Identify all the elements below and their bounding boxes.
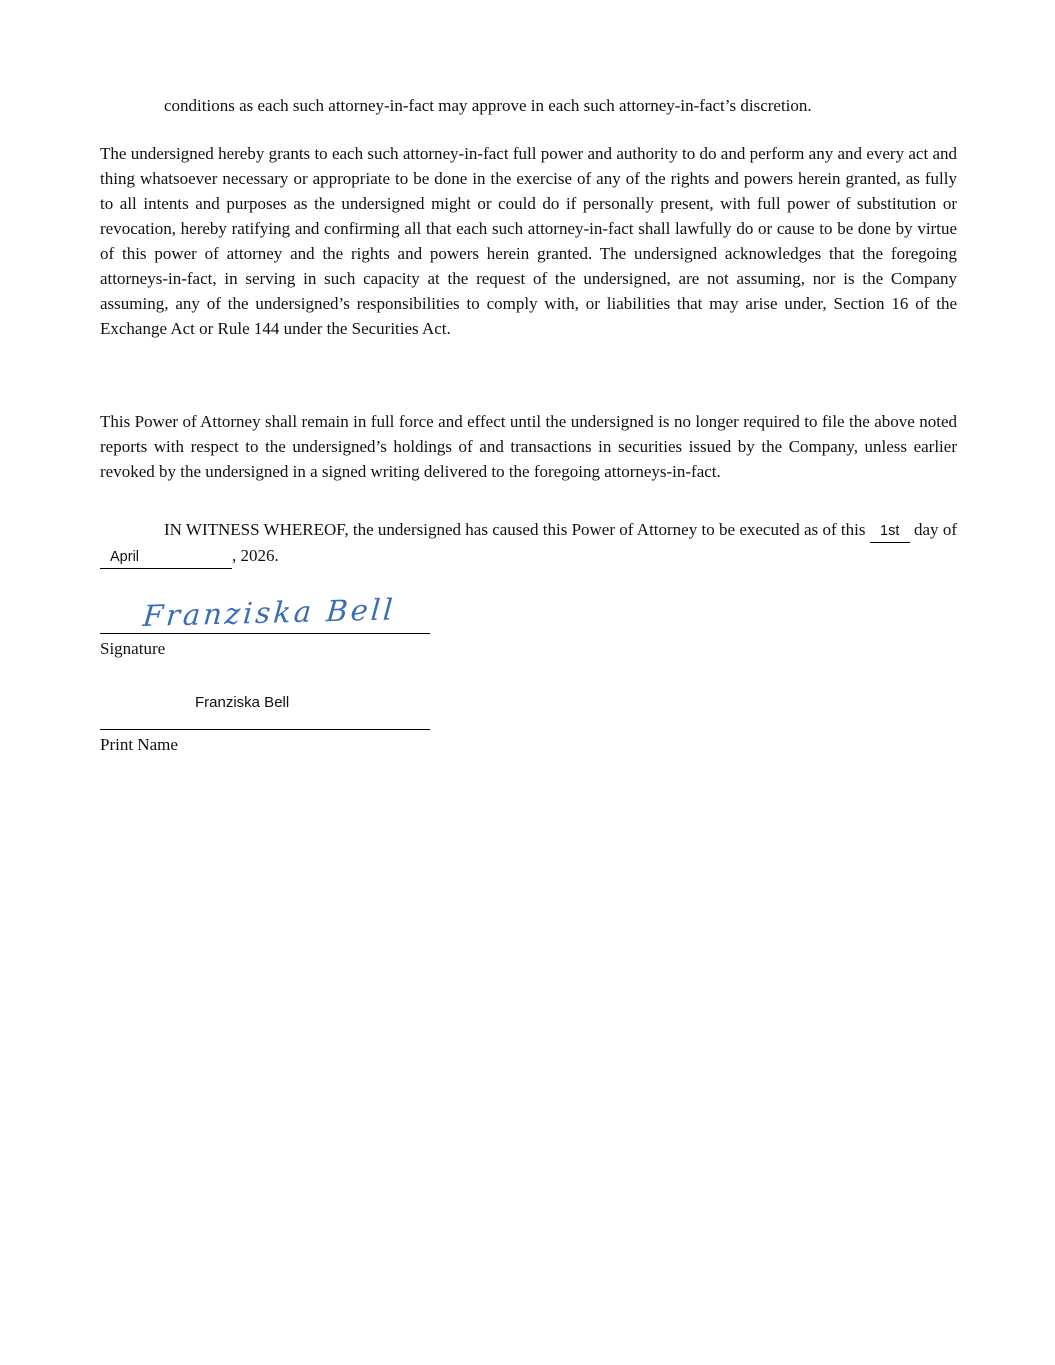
signature-line [100,633,430,634]
day-field: 1st [870,522,910,543]
grant-of-powers-paragraph: The undersigned hereby grants to each such attorney-in-fact full power and authority to do and perform any and every act and thing whatsoever necessary or appropriate to be done in the exercise of any of the rights and powers herein granted, as fully to all intents and purposes as the undersigned might or could do if personally present, with full power of substitution or revocation, hereby ratifying and confirming all that each such attorney-in-fact shall lawfully do or cause to be done by virtue of this power of attorney and the rights and powers herein granted. The undersigned acknowledges that the foregoing attorneys-in-fact, in serving in such capacity at the request of the undersigned, are not assuming, nor is the Company assuming, any of the undersigned’s responsibilities to comply with, or liabilities that may arise under, Section 16 of the Exchange Act or Rule 144 under the Securities Act. [100,144,957,338]
term-of-poa-paragraph: This Power of Attorney shall remain in full force and effect until the undersigned is no longer required to file the above noted reports with respect to the undersigned’s holdings of and transactions in securities issued by the Company, unless earlier revoked by the undersigned in a signed writing delivered to the foregoing attorneys-in-fact. [100,412,957,481]
witness-lead-text: IN WITNESS WHEREOF, the undersigned has caused this Power of Attorney to be executed as of this [164,520,870,539]
signature-block [100,592,957,661]
print-name-block [100,689,957,757]
handwritten-signature: Franziska Bell [141,592,397,634]
print-name-label: Print Name [100,735,178,754]
signature-label: Signature [100,639,166,658]
continuation-paragraph: conditions as each such attorney-in-fact may approve in each such attorney-in-fact’s discretion. [164,96,812,115]
witness-clause [100,517,957,569]
print-name-line [100,729,430,730]
witness-middle-text: day of [909,520,957,539]
month-field: April [100,548,232,569]
print-name-value: Franziska Bell [195,694,290,711]
witness-tail-text: , 2026. [232,546,279,565]
